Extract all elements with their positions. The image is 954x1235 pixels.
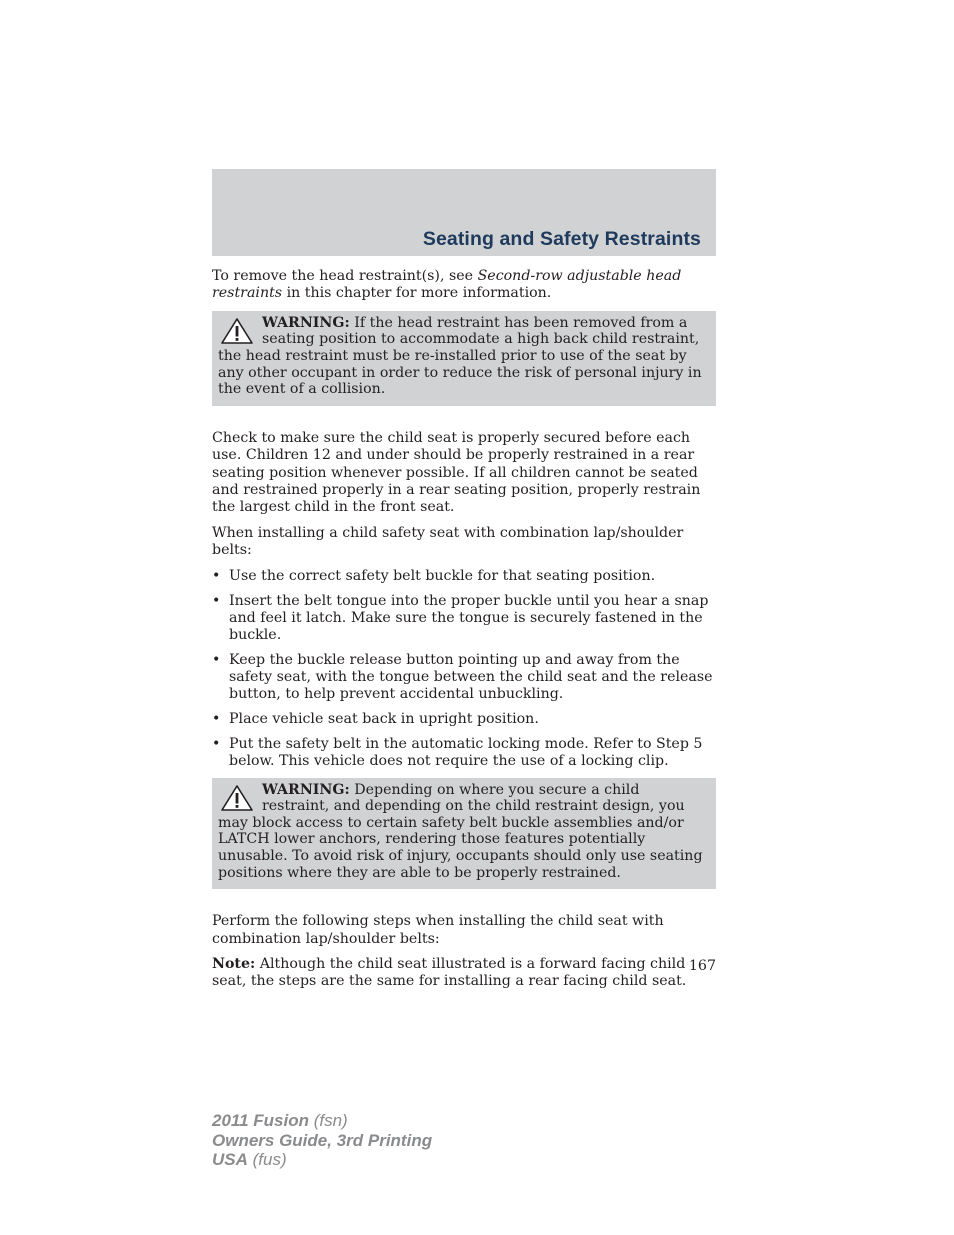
intro-paragraph: To remove the head restraint(s), see Second-row adjustable head restraints in this chapter for more information. — [212, 268, 682, 302]
install-bullet-list — [212, 568, 716, 770]
warning-triangle-icon — [220, 317, 254, 345]
page-content — [212, 268, 716, 999]
list-item: • Keep the buckle release button pointing up and away from the safety seat, with the tongue between the child seat and the release button, to help prevent accidental unbuckling. — [212, 651, 713, 702]
warning-label: WARNING: — [262, 781, 350, 798]
warning-text: If the head restraint has been removed from a seating position to accommodate a high back child restraint, the head restraint must be re-installed prior to use of the seat by any other occupant in order to reduce the risk of personal injury in the event of a collision. — [218, 314, 702, 398]
warning-box-latch — [212, 778, 716, 890]
cross-reference: Second-row adjustable head restraints — [212, 268, 682, 302]
warning-label: WARNING: — [262, 314, 350, 331]
paragraph-steps: Perform the following steps when installing the child seat with combination lap/shoulder belts: — [212, 913, 664, 947]
paragraph-installing: When installing a child safety seat with combination lap/shoulder belts: — [212, 524, 684, 559]
warning-triangle-icon — [220, 784, 254, 812]
warning-box-head-restraint — [212, 311, 716, 406]
warning-text: Depending on where you secure a child restraint, and depending on the child restraint design, you may block access to certain safety belt buckle assemblies and/or LATCH lower anchors, rendering those features potentially unusable. To avoid risk of injury, occupants should only use seating positions where they are able to be properly restrained. — [218, 781, 703, 881]
section-header — [212, 169, 716, 256]
list-item: • Use the correct safety belt buckle for that seating position. — [212, 567, 656, 584]
list-item: • Place vehicle seat back in upright position. — [212, 710, 539, 727]
page-number: 167 — [688, 958, 716, 974]
list-item: • Put the safety belt in the automatic locking mode. Refer to Step 5 below. This vehicle does not require the use of a locking clip. — [212, 735, 703, 769]
note-label: Note: — [212, 956, 256, 972]
document-footer: 2011 Fusion (fsn) Owners Guide, 3rd Printing USA (fus) — [212, 1111, 433, 1169]
paragraph-secure-seat: Check to make sure the child seat is properly secured before each use. Children 12 and under should be properly restrained in a rear seating position whenever possible. If all children cannot be seated and restrained properly in a rear seating position, properly restrain the largest child in the front seat. — [212, 429, 701, 516]
section-title: Seating and Safety Restraints — [422, 228, 701, 250]
list-item: • Insert the belt tongue into the proper buckle until you hear a snap and feel it latch. Make sure the tongue is securely fastened in the buckle. — [212, 592, 709, 643]
note-paragraph: Note: Although the child seat illustrated is a forward facing child seat, the steps are the same for installing a rear facing child seat. — [212, 956, 687, 990]
